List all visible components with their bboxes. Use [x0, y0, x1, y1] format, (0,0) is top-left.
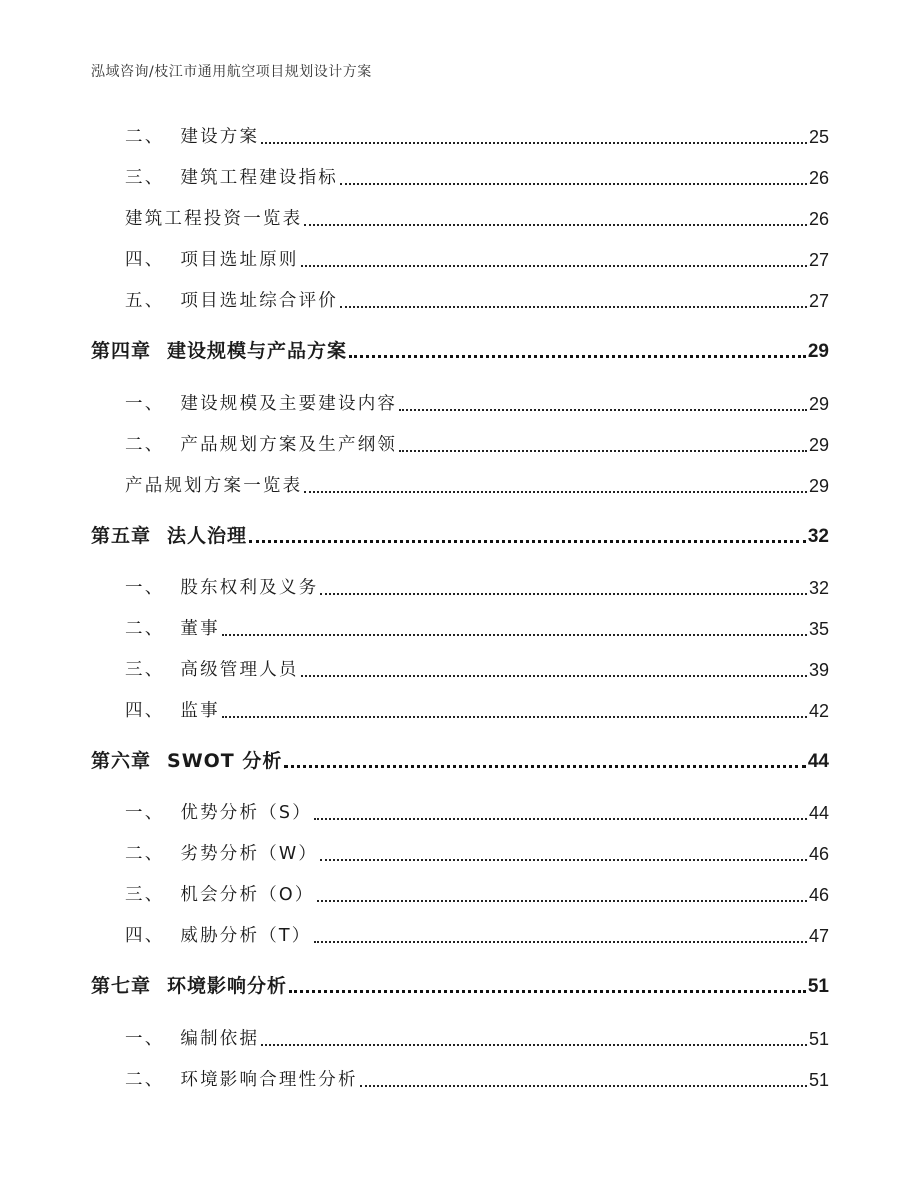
- toc-section-entry[interactable]: [91, 614, 829, 640]
- toc-page-number: 27: [808, 291, 829, 311]
- toc-chapter-entry[interactable]: [91, 747, 829, 773]
- toc-entry-number: 第七章: [91, 975, 152, 997]
- toc-entry-number: 第四章: [91, 340, 152, 362]
- dot-leader: [222, 634, 807, 636]
- toc-page-number: 32: [808, 578, 829, 598]
- dot-leader: [399, 409, 807, 411]
- toc-page-number: 39: [808, 660, 829, 680]
- toc-entry-number: 四、: [125, 926, 165, 946]
- toc-entry-title: 产品规划方案及生产纲领: [180, 435, 398, 455]
- dot-leader: [261, 142, 807, 144]
- toc-section-entry[interactable]: [91, 921, 829, 947]
- toc-section-entry[interactable]: [91, 204, 829, 230]
- toc-entry-title: 项目选址原则: [180, 250, 299, 270]
- page-header: 泓域咨询/枝江市通用航空项目规划设计方案: [91, 64, 372, 80]
- toc-entry-number: 一、: [125, 803, 165, 823]
- toc-page-number: 26: [808, 209, 829, 229]
- toc-entry-title: 环境影响合理性分析: [180, 1070, 358, 1090]
- toc-page-number: 42: [808, 701, 829, 721]
- toc-entry-title: 环境影响分析: [167, 975, 288, 997]
- toc-section-entry[interactable]: [91, 1065, 829, 1091]
- toc-section-entry[interactable]: [91, 245, 829, 271]
- toc-entry-number: 四、: [125, 250, 165, 270]
- toc-page-number: 44: [807, 751, 829, 772]
- toc-section-entry[interactable]: [91, 798, 829, 824]
- dot-leader: [301, 675, 807, 677]
- toc-chapter-entry[interactable]: [91, 337, 829, 363]
- toc-section-entry[interactable]: [91, 696, 829, 722]
- dot-leader: [261, 1044, 807, 1046]
- toc-entry-number: 一、: [125, 1029, 165, 1049]
- toc-entry-title: 高级管理人员: [180, 660, 299, 680]
- toc-entry-title: 项目选址综合评价: [180, 291, 339, 311]
- dot-leader: [320, 593, 807, 595]
- toc-page-number: 35: [808, 619, 829, 639]
- toc-page-number: 27: [808, 250, 829, 270]
- dot-leader: [249, 540, 806, 543]
- dot-leader: [317, 900, 807, 902]
- toc-page-number: 29: [808, 394, 829, 414]
- toc-entry-number: 第六章: [91, 750, 152, 772]
- toc-entry-number: 三、: [125, 168, 165, 188]
- toc-entry-title: 产品规划方案一览表: [125, 476, 303, 496]
- dot-leader: [340, 306, 807, 308]
- toc-section-entry[interactable]: [91, 573, 829, 599]
- dot-leader: [304, 224, 807, 226]
- toc-entry-title: 建筑工程建设指标: [180, 168, 339, 188]
- toc-section-entry[interactable]: [91, 122, 829, 148]
- toc-entry-title: 股东权利及义务: [180, 578, 319, 598]
- toc-section-entry[interactable]: [91, 286, 829, 312]
- dot-leader: [304, 491, 807, 493]
- toc-entry-title: 建筑工程投资一览表: [125, 209, 303, 229]
- toc-entry-title: 监事: [180, 701, 220, 721]
- toc-section-entry[interactable]: [91, 655, 829, 681]
- toc-page-number: 46: [808, 844, 829, 864]
- toc-entry-number: 二、: [125, 619, 165, 639]
- dot-leader: [340, 183, 807, 185]
- toc-entry-title: 优势分析（S）: [180, 803, 312, 823]
- toc-entry-number: 二、: [125, 1070, 165, 1090]
- toc-section-entry[interactable]: [91, 471, 829, 497]
- toc-chapter-entry[interactable]: [91, 972, 829, 998]
- toc-page-number: 29: [808, 476, 829, 496]
- toc-section-entry[interactable]: [91, 389, 829, 415]
- dot-leader: [222, 716, 807, 718]
- toc-entry-title: 建设规模及主要建设内容: [180, 394, 398, 414]
- toc-entry-number: 四、: [125, 701, 165, 721]
- toc-entry-title: 威胁分析（T）: [180, 926, 312, 946]
- toc-entry-title: 建设方案: [180, 127, 260, 147]
- dot-leader: [399, 450, 807, 452]
- toc-entry-number: 五、: [125, 291, 165, 311]
- toc-entry-title: 法人治理: [167, 525, 248, 547]
- toc-entry-number: 二、: [125, 844, 165, 864]
- toc-section-entry[interactable]: [91, 880, 829, 906]
- toc-page-number: 47: [808, 926, 829, 946]
- dot-leader: [301, 265, 807, 267]
- toc-page-number: 51: [807, 976, 829, 997]
- toc-page-number: 25: [808, 127, 829, 147]
- toc-entry-number: 一、: [125, 394, 165, 414]
- toc-chapter-entry[interactable]: [91, 522, 829, 548]
- toc-entry-title: 董事: [180, 619, 220, 639]
- toc-section-entry[interactable]: [91, 1024, 829, 1050]
- toc-entry-number: 第五章: [91, 525, 152, 547]
- toc-entry-title: 机会分析（O）: [180, 885, 315, 905]
- toc-page-number: 51: [808, 1070, 829, 1090]
- toc-entry-title: 编制依据: [180, 1029, 260, 1049]
- toc-page-number: 29: [807, 341, 829, 362]
- dot-leader: [314, 818, 807, 820]
- toc-section-entry[interactable]: [91, 430, 829, 456]
- toc-entry-number: 三、: [125, 885, 165, 905]
- toc-page-number: 32: [807, 526, 829, 547]
- toc-page-number: 46: [808, 885, 829, 905]
- toc-page-number: 29: [808, 435, 829, 455]
- toc-entry-number: 二、: [125, 435, 165, 455]
- toc-page-number: 44: [808, 803, 829, 823]
- toc-entry-title: 建设规模与产品方案: [167, 340, 348, 362]
- toc-entry-number: 三、: [125, 660, 165, 680]
- dot-leader: [314, 941, 807, 943]
- toc-page-number: 51: [808, 1029, 829, 1049]
- toc-section-entry[interactable]: [91, 163, 829, 189]
- dot-leader: [289, 990, 806, 993]
- toc-entry-number: 一、: [125, 578, 165, 598]
- dot-leader: [320, 859, 807, 861]
- toc-entry-title: 劣势分析（W）: [180, 844, 319, 864]
- toc-entry-title: SWOT 分析: [167, 750, 283, 772]
- toc-entry-number: 二、: [125, 127, 165, 147]
- dot-leader: [284, 765, 805, 768]
- toc-section-entry[interactable]: [91, 839, 829, 865]
- toc-page-number: 26: [808, 168, 829, 188]
- dot-leader: [349, 355, 806, 358]
- dot-leader: [360, 1085, 807, 1087]
